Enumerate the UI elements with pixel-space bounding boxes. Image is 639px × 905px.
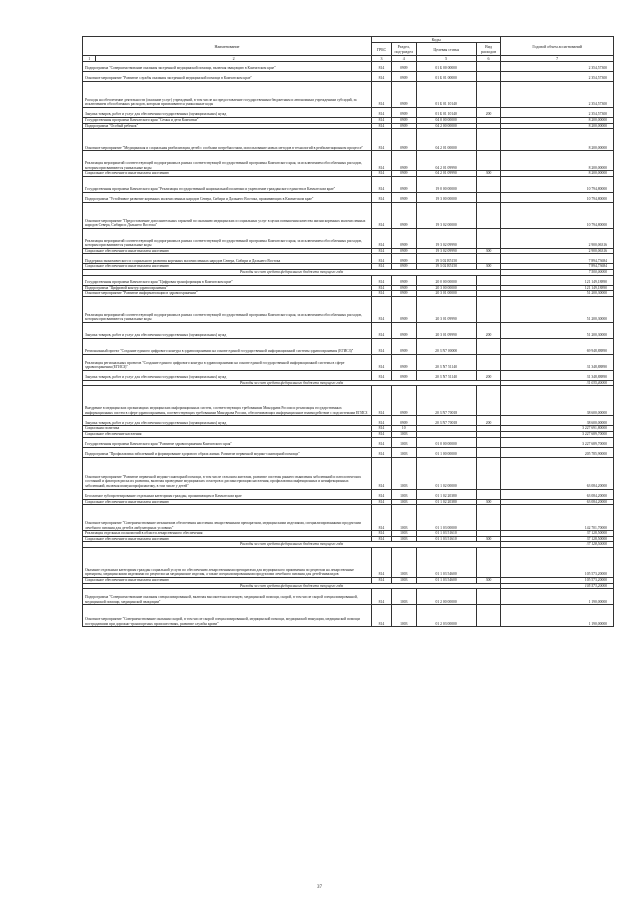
name-cell: Основное мероприятие "Предоставление дополнительных гарантий по оказанию медицинских и социальных услуг в целях повышения качества жизни коренных малочисленных народов Севера, Сибири и Дальнего Востока" xyxy=(83,202,372,228)
name-cell: Оказание отдельным категориям граждан социальной услуги по обеспечению лекарственными препаратами для медицинского применения по рецептам на лекарственные препараты, медицинскими изделиями по рецептам на медицинские изделия, а также специализированными продуктами лечебного питания для детей-инвалидов xyxy=(83,547,372,577)
header-amount: Годовой объем ассигнований xyxy=(501,37,614,56)
amount-cell: 1 190,00000 xyxy=(501,589,614,605)
amount-cell: 3 227 689,70000 xyxy=(501,431,614,437)
rzpr-cell: 1003 xyxy=(391,499,416,505)
cst-cell: 01 2 00 00000 xyxy=(416,589,476,605)
grbs-cell: 814 xyxy=(371,437,391,447)
table-row xyxy=(83,228,614,248)
amount-cell: 51 200,30000 xyxy=(501,296,614,322)
table-row xyxy=(83,176,614,192)
amount-cell: 37 128,50000 xyxy=(501,542,614,548)
name-cell: Закупка товаров, работ и услуг для обеспечения государственных (муниципальных) нужд xyxy=(83,416,372,426)
vr-cell xyxy=(476,589,501,605)
amount-cell: 2 354,57300 xyxy=(501,72,614,82)
vr-cell: 200 xyxy=(476,108,501,118)
rzpr-cell: 0909 xyxy=(391,322,416,338)
table-row xyxy=(83,354,614,370)
rzpr-cell: 0909 xyxy=(391,202,416,228)
subtotal-label: Расходы за счет средств федерального бюджета текущего года xyxy=(83,542,501,548)
amount-cell: 8 200,00000 xyxy=(501,123,614,129)
amount-cell: 1 190,00000 xyxy=(501,605,614,627)
table-row xyxy=(83,386,614,416)
amount-cell: 121 149,18890 xyxy=(501,285,614,291)
amount-cell: 10 794,80000 xyxy=(501,192,614,202)
rzpr-cell: 0909 xyxy=(391,72,416,82)
header-cst: Целевая статья xyxy=(416,43,476,56)
rzpr-cell: 0909 xyxy=(391,386,416,416)
cst-cell: 01 1 02 20380 xyxy=(416,489,476,499)
cst-cell: 20 3 01 09990 xyxy=(416,322,476,338)
amount-cell: 8 200,00000 xyxy=(501,151,614,171)
grbs-cell: 814 xyxy=(371,499,391,505)
vr-cell xyxy=(476,192,501,202)
table-row xyxy=(83,505,614,531)
subtotal-label: Расходы за счет средств федерального бюджета текущего года xyxy=(83,583,501,589)
name-cell: Социальное обеспечение и иные выплаты населению xyxy=(83,499,372,505)
vr-cell xyxy=(476,129,501,151)
amount-cell: 2 354,57300 xyxy=(501,108,614,118)
amount-cell: 3 227 691,80000 xyxy=(501,426,614,432)
grbs-cell: 814 xyxy=(371,322,391,338)
rzpr-cell: 0909 xyxy=(391,123,416,129)
col-number: 6 xyxy=(476,56,501,62)
cst-cell: 01 0 00 00000 xyxy=(416,437,476,447)
col-number: 4 xyxy=(391,56,416,62)
amount-cell: 105 573,20000 xyxy=(501,547,614,577)
amount-cell: 37 128,50000 xyxy=(501,531,614,537)
subtotal-label: Расходы за счет средств федерального бюджета текущего года xyxy=(83,380,501,386)
cst-cell: 01 1 02 20380 xyxy=(416,499,476,505)
grbs-cell: 814 xyxy=(371,176,391,192)
table-row xyxy=(83,605,614,627)
cst-cell: 04 2 01 09990 xyxy=(416,171,476,177)
name-cell: Подпрограмма "Цифровой контур здравоохранения" xyxy=(83,285,372,291)
name-cell: Реализация отдельных полномочий в области лекарственного обеспечения xyxy=(83,531,372,537)
grbs-cell: 814 xyxy=(371,228,391,248)
grbs-cell: 814 xyxy=(371,354,391,370)
header-codes-group: Коды xyxy=(371,37,500,43)
table-row xyxy=(83,151,614,171)
vr-cell: 300 xyxy=(476,499,501,505)
header-vr: Вид расходов xyxy=(476,43,501,56)
name-cell: Основное мероприятие "Развитие службы оказания экстренной медицинской помощи в Камчатском крае" xyxy=(83,72,372,82)
name-cell: Подпрограмма "Совершенствование оказания экстренной медицинской помощи, включая эвакуацию в Камчатском крае" xyxy=(83,62,372,72)
cst-cell: 20 3 N7 70018 xyxy=(416,416,476,426)
vr-cell xyxy=(476,202,501,228)
rzpr-cell: 0909 xyxy=(391,264,416,270)
col-number: 3 xyxy=(371,56,391,62)
cst-cell: 19 3 02 09990 xyxy=(416,228,476,248)
rzpr-cell: 0909 xyxy=(391,176,416,192)
amount-cell: 205 785,90000 xyxy=(501,447,614,457)
vr-cell xyxy=(476,296,501,322)
cst-cell: 01 1 00 00000 xyxy=(416,447,476,457)
vr-cell xyxy=(476,228,501,248)
grbs-cell: 814 xyxy=(371,547,391,577)
cst-cell: 19 3 00 00000 xyxy=(416,192,476,202)
col-number: 5 xyxy=(416,56,476,62)
name-cell: Реализация региональных проектов "Создание единого цифрового контура в здравоохранении на основе единой государственной информационной системы в сфере здравоохранения (ЕГИСЗ)" xyxy=(83,354,372,370)
grbs-cell: 814 xyxy=(371,291,391,297)
amount-cell: 105 573,20000 xyxy=(501,583,614,589)
vr-cell xyxy=(476,338,501,354)
vr-cell: 300 xyxy=(476,248,501,254)
vr-cell: 200 xyxy=(476,370,501,380)
cst-cell: 01 Б 01 10140 xyxy=(416,82,476,108)
grbs-cell: 814 xyxy=(371,505,391,531)
name-cell: Государственная программа Камчатского края "Реализация государственной национальной политики и укрепление гражданского единства в Камчатском крае" xyxy=(83,176,372,192)
table-row xyxy=(83,416,614,426)
table-row xyxy=(83,489,614,499)
vr-cell xyxy=(476,62,501,72)
rzpr-cell: 1003 xyxy=(391,536,416,542)
grbs-cell: 814 xyxy=(371,118,391,124)
table-row xyxy=(83,322,614,338)
cst-cell: 01 1 03 54600 xyxy=(416,577,476,583)
table-row xyxy=(83,296,614,322)
grbs-cell: 814 xyxy=(371,151,391,171)
rzpr-cell: 1003 xyxy=(391,457,416,489)
rzpr-cell: 1003 xyxy=(391,437,416,447)
amount-cell: 31 035,40000 xyxy=(501,380,614,386)
table-row xyxy=(83,129,614,151)
name-cell: Подпрограмма "Устойчивое развитие коренных малочисленных народов Севера, Сибири и Дальнего Востока, проживающих в Камчатском крае" xyxy=(83,192,372,202)
rzpr-cell: 0909 xyxy=(391,370,416,380)
vr-cell xyxy=(476,354,501,370)
subtotal-label: Расходы за счет средств федерального бюджета текущего года xyxy=(83,269,501,275)
name-cell: Внедрение в медицинских организациях медицинских информационных систем, соответствующих требованиям Минздрава России и реализация государственных информационных систем в сфере здравоохранения, соответствующих требованиям Минздрава России, обеспечивающих информационное взаимодействие с подсистемами ЕГИСЗ xyxy=(83,386,372,416)
name-cell: Поддержка экономического и социального развития коренных малочисленных народов Севера, Сибири и Дальнего Востока xyxy=(83,254,372,264)
amount-cell: 31 348,88890 xyxy=(501,354,614,370)
vr-cell xyxy=(476,176,501,192)
amount-cell: 37 128,50000 xyxy=(501,536,614,542)
grbs-cell: 814 xyxy=(371,171,391,177)
name-cell: Социальное обеспечение и иные выплаты населению xyxy=(83,577,372,583)
table-row xyxy=(83,192,614,202)
cst-cell: 20 3 N7 51140 xyxy=(416,370,476,380)
vr-cell xyxy=(476,386,501,416)
cst-cell: 01 1 03 51610 xyxy=(416,531,476,537)
amount-cell: 51 200,30000 xyxy=(501,322,614,338)
cst-cell: 01 Б 01 00000 xyxy=(416,72,476,82)
table-row xyxy=(83,457,614,489)
rzpr-cell: 1003 xyxy=(391,431,416,437)
grbs-cell: 814 xyxy=(371,123,391,129)
vr-cell xyxy=(476,547,501,577)
amount-cell: 7 894,73684 xyxy=(501,264,614,270)
grbs-cell: 814 xyxy=(371,416,391,426)
amount-cell: 8 200,00000 xyxy=(501,118,614,124)
vr-cell: 200 xyxy=(476,322,501,338)
header-grbs: ГРБС xyxy=(371,43,391,56)
col-number: 2 xyxy=(96,56,372,62)
name-cell: Реализация мероприятий соответствующей подпрограммы в рамках соответствующей государственной программы Камчатского края, за исключением обособленных расходов, которым присваиваются уникальные коды xyxy=(83,228,372,248)
amount-cell: 7 894,73684 xyxy=(501,254,614,264)
name-cell: Реализация мероприятий соответствующей подпрограммы в рамках соответствующей государственной программы Камчатского края, за исключением обособленных расходов, которым присваиваются уникальные коды xyxy=(83,151,372,171)
grbs-cell: 814 xyxy=(371,296,391,322)
rzpr-cell: 1003 xyxy=(391,531,416,537)
name-cell: Закупка товаров, работ и услуг для обеспечения государственных (муниципальных) нужд xyxy=(83,322,372,338)
table-row xyxy=(83,589,614,605)
vr-cell: 300 xyxy=(476,264,501,270)
grbs-cell: 814 xyxy=(371,129,391,151)
cst-cell: 04 2 01 00000 xyxy=(416,129,476,151)
amount-cell: 3 227 689,70000 xyxy=(501,437,614,447)
table-row xyxy=(83,547,614,577)
cst-cell: 19 3 02 00000 xyxy=(416,202,476,228)
cst-cell: 04 0 00 00000 xyxy=(416,118,476,124)
grbs-cell: 814 xyxy=(371,447,391,457)
amount-cell: 142 701,70000 xyxy=(501,505,614,531)
amount-cell: 8 200,00000 xyxy=(501,171,614,177)
name-cell: Основное мероприятие "Развитие первичной медико-санитарной помощи, в том числе сельским жителям, развитие системы раннего выявления заболеваний и патологических состояний и факторов риска их развития, включая проведение медицинских осмотров и диспансеризации населения, профилактика инфекционных и неинфекционных заболеваний, включая иммунопрофилактику, в том числе у детей" xyxy=(83,457,372,489)
vr-cell xyxy=(476,489,501,499)
grbs-cell: 814 xyxy=(371,457,391,489)
rzpr-cell: 1003 xyxy=(391,505,416,531)
amount-cell: 10 794,80000 xyxy=(501,202,614,228)
name-cell: Социальное обеспечение и иные выплаты населению xyxy=(83,171,372,177)
grbs-cell: 814 xyxy=(371,370,391,380)
cst-cell: 20 0 00 00000 xyxy=(416,275,476,285)
rzpr-cell: 0909 xyxy=(391,129,416,151)
vr-cell: 200 xyxy=(476,416,501,426)
table-row xyxy=(83,437,614,447)
rzpr-cell: 0909 xyxy=(391,171,416,177)
rzpr-cell: 0909 xyxy=(391,291,416,297)
grbs-cell: 814 xyxy=(371,82,391,108)
grbs-cell: 814 xyxy=(371,192,391,202)
name-cell: Подпрограмма "Совершенствование оказания специализированной, включая высокотехнологичную, медицинской помощи, скорой, в том числе скорой специализированной, медицинской помощи, медицинской эвакуации" xyxy=(83,589,372,605)
amount-cell: 2 354,57300 xyxy=(501,82,614,108)
amount-cell: 2 354,57300 xyxy=(501,62,614,72)
rzpr-cell: 0909 xyxy=(391,228,416,248)
col-number: 7 xyxy=(501,56,614,62)
amount-cell: 10 794,80000 xyxy=(501,176,614,192)
amount-cell: 121 149,18890 xyxy=(501,275,614,285)
amount-cell: 63 084,20000 xyxy=(501,489,614,499)
amount-cell: 38 600,00000 xyxy=(501,416,614,426)
table-row xyxy=(83,108,614,118)
vr-cell xyxy=(476,505,501,531)
table-row xyxy=(83,338,614,354)
grbs-cell: 814 xyxy=(371,536,391,542)
table-row xyxy=(83,275,614,285)
grbs-cell: 814 xyxy=(371,605,391,627)
name-cell: Основное мероприятие "Развитие информатизации в здравоохранении" xyxy=(83,291,372,297)
cst-cell: 19 3 02 09990 xyxy=(416,248,476,254)
vr-cell: 300 xyxy=(476,171,501,177)
vr-cell: 300 xyxy=(476,577,501,583)
grbs-cell: 814 xyxy=(371,577,391,583)
table-row xyxy=(83,82,614,108)
rzpr-cell: 1003 xyxy=(391,489,416,499)
vr-cell xyxy=(476,151,501,171)
grbs-cell: 814 xyxy=(371,108,391,118)
grbs-cell: 814 xyxy=(371,285,391,291)
grbs-cell: 814 xyxy=(371,338,391,354)
cst-cell: 01 2 03 00000 xyxy=(416,605,476,627)
rzpr-cell: 0909 xyxy=(391,108,416,118)
cst-cell: 20 3 N7 70018 xyxy=(416,386,476,416)
name-cell: Государственная программа Камчатского края "Цифровая трансформация в Камчатском крае" xyxy=(83,275,372,285)
vr-cell: 300 xyxy=(476,536,501,542)
rzpr-cell: 0909 xyxy=(391,275,416,285)
vr-cell xyxy=(476,275,501,285)
cst-cell: 04 2 00 00000 xyxy=(416,123,476,129)
grbs-cell: 814 xyxy=(371,254,391,264)
name-cell: Социальное обеспечение и иные выплаты населению xyxy=(83,264,372,270)
cst-cell: 01 1 03 51610 xyxy=(416,536,476,542)
grbs-cell: 814 xyxy=(371,431,391,437)
table-row xyxy=(83,202,614,228)
grbs-cell: 814 xyxy=(371,489,391,499)
rzpr-cell: 0909 xyxy=(391,151,416,171)
cst-cell: 04 2 01 09990 xyxy=(416,151,476,171)
name-cell: Бесплатное зубопротезирование отдельным категориям граждан, проживающим в Камчатском крае xyxy=(83,489,372,499)
col-number: 1 xyxy=(83,56,96,62)
table-row xyxy=(83,447,614,457)
rzpr-cell: 0909 xyxy=(391,248,416,254)
name-cell: Закупка товаров, работ и услуг для обеспечения государственных (муниципальных) нужд xyxy=(83,108,372,118)
name-cell: Социальное обеспечение и иные выплаты населению xyxy=(83,248,372,254)
rzpr-cell: 0909 xyxy=(391,285,416,291)
rzpr-cell: 1003 xyxy=(391,447,416,457)
cst-cell: 01 1 02 00000 xyxy=(416,457,476,489)
grbs-cell: 814 xyxy=(371,589,391,605)
amount-cell: 38 600,00000 xyxy=(501,386,614,416)
rzpr-cell: 10 xyxy=(391,426,416,432)
page-number: 37 xyxy=(317,885,322,890)
grbs-cell: 814 xyxy=(371,426,391,432)
cst-cell: 01 Б 00 00000 xyxy=(416,62,476,72)
cst-cell: 20 3 01 00000 xyxy=(416,291,476,297)
vr-cell xyxy=(476,605,501,627)
name-cell: Социальное обеспечение населения xyxy=(83,431,372,437)
vr-cell xyxy=(476,254,501,264)
name-cell: Социальное обеспечение и иные выплаты населению xyxy=(83,536,372,542)
rzpr-cell: 1003 xyxy=(391,577,416,583)
cst-cell: 01 1 03 00000 xyxy=(416,505,476,531)
name-cell: Реализация мероприятий соответствующей подпрограммы в рамках соответствующей государственной программы Камчатского края, за исключением обособленных расходов, которым присваиваются уникальные коды xyxy=(83,296,372,322)
name-cell: Основное мероприятие "Совершенствование оказания скорой, в том числе скорой специализированной, медицинской помощи, медицинской эвакуации, медицинской помощи пострадавшим при дорожно-транспортных происшествиях, развитие службы крови" xyxy=(83,605,372,627)
header-rzpr: Раздел, под-раздел xyxy=(391,43,416,56)
rzpr-cell: 0909 xyxy=(391,354,416,370)
rzpr-cell: 0909 xyxy=(391,118,416,124)
amount-cell: 8 200,00000 xyxy=(501,129,614,151)
rzpr-cell: 0909 xyxy=(391,254,416,264)
table-row xyxy=(83,370,614,380)
grbs-cell: 814 xyxy=(371,275,391,285)
cst-cell: 20 3 N7 51140 xyxy=(416,354,476,370)
cst-cell: 19 3 02 R5150 xyxy=(416,264,476,270)
rzpr-cell: 0909 xyxy=(391,296,416,322)
amount-cell: 63 084,20000 xyxy=(501,499,614,505)
cst-cell: 01 Б 01 10140 xyxy=(416,108,476,118)
vr-cell xyxy=(476,437,501,447)
rzpr-cell: 0909 xyxy=(391,338,416,354)
rzpr-cell: 1003 xyxy=(391,589,416,605)
table-row xyxy=(83,62,614,72)
grbs-cell: 814 xyxy=(371,62,391,72)
name-cell: Государственная программа Камчатского края "Семья и дети Камчатки" xyxy=(83,118,372,124)
amount-cell: 51 200,30000 xyxy=(501,291,614,297)
name-cell: Основное мероприятие "Медицинская и социальная реабилитация детей с особыми потребностями, использование новых методов в технологий в реабилитационном процессе" xyxy=(83,129,372,151)
amount-cell: 7 500,00000 xyxy=(501,269,614,275)
name-cell: Основное мероприятие "Совершенствование механизмов обеспечения населения лекарственными препаратами, медицинскими изделиями, специализированными продуктами лечебного питания для детей в амбулаторных условиях" xyxy=(83,505,372,531)
cst-cell: 20 3 N7 00000 xyxy=(416,338,476,354)
cst-cell: 19 3 02 R5150 xyxy=(416,254,476,264)
grbs-cell: 814 xyxy=(371,264,391,270)
amount-cell: 2 900,06316 xyxy=(501,248,614,254)
grbs-cell: 814 xyxy=(371,72,391,82)
rzpr-cell: 1003 xyxy=(391,605,416,627)
amount-cell: 105 573,20000 xyxy=(501,577,614,583)
amount-cell: 2 900,06316 xyxy=(501,228,614,248)
header-name: Наименование xyxy=(83,37,372,56)
name-cell: Региональный проект "Создание единого цифрового контура в здравоохранении на основе единой государственной информационной системы здравоохранения (ЕГИСЗ)" xyxy=(83,338,372,354)
name-cell: Государственная программа Камчатского края "Развитие здравоохранения Камчатского края" xyxy=(83,437,372,447)
grbs-cell: 814 xyxy=(371,248,391,254)
amount-cell: 31 348,88890 xyxy=(501,370,614,380)
rzpr-cell: 0909 xyxy=(391,82,416,108)
table-row xyxy=(83,72,614,82)
grbs-cell: 814 xyxy=(371,531,391,537)
rzpr-cell: 1003 xyxy=(391,547,416,577)
rzpr-cell: 0909 xyxy=(391,416,416,426)
rzpr-cell: 0909 xyxy=(391,62,416,72)
name-cell: Закупка товаров, работ и услуг для обеспечения государственных (муниципальных) нужд xyxy=(83,370,372,380)
amount-cell: 69 948,88890 xyxy=(501,338,614,354)
name-cell: Расходы на обеспечение деятельности (оказание услуг) учреждений, в том числе на предоставление государственным бюджетным и автономным учреждениям субсидий, за исключением обособленных расходов, которым присваиваются уникальные коды xyxy=(83,82,372,108)
cst-cell: 20 3 00 00000 xyxy=(416,285,476,291)
grbs-cell: 814 xyxy=(371,202,391,228)
table-row xyxy=(83,254,614,264)
rzpr-cell: 0909 xyxy=(391,192,416,202)
cst-cell: 01 1 03 54600 xyxy=(416,547,476,577)
amount-cell: 63 084,20000 xyxy=(501,457,614,489)
vr-cell xyxy=(476,82,501,108)
vr-cell xyxy=(476,447,501,457)
budget-table xyxy=(82,36,614,627)
name-cell: Социальная политика xyxy=(83,426,372,432)
cst-cell: 20 3 01 09990 xyxy=(416,296,476,322)
cst-cell: 19 0 00 00000 xyxy=(416,176,476,192)
name-cell: Подпрограмма "Профилактика заболеваний и формирование здорового образа жизни. Развитие первичной медико-санитарной помощи" xyxy=(83,447,372,457)
vr-cell xyxy=(476,72,501,82)
vr-cell xyxy=(476,457,501,489)
grbs-cell: 814 xyxy=(371,386,391,416)
name-cell: Подпрограмма "Особый ребенок" xyxy=(83,123,372,129)
